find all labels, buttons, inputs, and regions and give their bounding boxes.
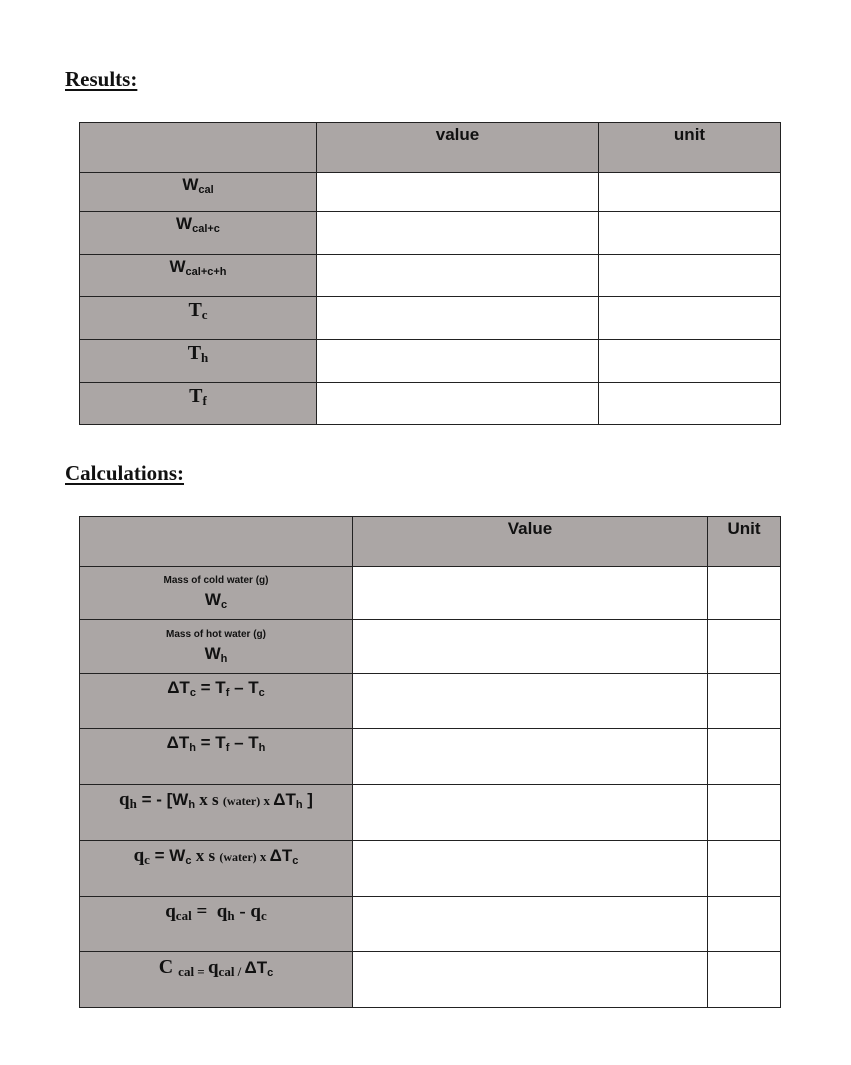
row-label-w-cal-c-h: $W_{cal+c+h}$ [80,255,317,297]
value-cell[interactable] [353,785,708,841]
unit-cell[interactable] [708,674,781,729]
table-row [80,297,781,340]
results-header-row [80,123,781,173]
value-cell[interactable] [353,841,708,897]
unit-cell[interactable] [599,173,781,212]
table-row [80,383,781,425]
table-row [80,173,781,212]
caption-mass-cold-water: Mass of cold water (g) [163,575,269,586]
row-label-delta-th: $\Delta T_h = T_f - T_h$ [80,729,353,785]
value-cell[interactable] [353,674,708,729]
row-label-q-c: qc = $W_c$ x s (water) x $\Delta T_c$ [80,841,353,897]
unit-cell[interactable] [708,785,781,841]
row-label-w-cal: $W_{cal}$ [80,173,317,212]
unit-cell[interactable] [599,340,781,383]
value-cell[interactable] [317,212,599,255]
table-row [80,952,781,1008]
results-header-value: value [317,123,599,173]
unit-cell[interactable] [708,620,781,674]
table-row [80,674,781,729]
value-cell[interactable] [317,255,599,297]
row-label-t-h: Th [80,340,317,383]
unit-cell[interactable] [599,212,781,255]
unit-cell[interactable] [708,841,781,897]
results-header-unit: unit [599,123,781,173]
table-row [80,567,781,620]
caption-mass-hot-water: Mass of hot water (g) [165,628,266,640]
calc-header-unit: Unit [708,517,781,567]
row-label-q-cal: qcal = qh - qc [80,897,353,952]
value-cell[interactable] [317,173,599,212]
table-row [80,620,781,674]
row-label-mass-cold-water: Mass of cold water (g) $W_c$ [80,567,353,620]
unit-cell[interactable] [599,297,781,340]
row-label-t-c: Tc [80,297,317,340]
value-cell[interactable] [317,383,599,425]
table-row [80,729,781,785]
table-row [80,785,781,841]
calc-header-label [80,517,353,567]
calc-header-value: Value [353,517,708,567]
table-row [80,255,781,297]
row-label-w-cal-c: $W_{cal+c}$ [80,212,317,255]
value-cell[interactable] [353,729,708,785]
unit-cell[interactable] [708,567,781,620]
value-cell[interactable] [317,340,599,383]
row-label-mass-hot-water: Mass of hot water (g) $W_h$ [80,620,353,674]
calculations-header-row [80,517,781,567]
value-cell[interactable] [317,297,599,340]
unit-cell[interactable] [599,383,781,425]
results-table [79,122,781,425]
row-label-q-h: qh = - [$W_h$ x s (water) x $\Delta T_h$ ] [80,785,353,841]
value-cell[interactable] [353,567,708,620]
value-cell[interactable] [353,620,708,674]
unit-cell[interactable] [708,897,781,952]
table-row [80,841,781,897]
results-header-label [80,123,317,173]
value-cell[interactable] [353,897,708,952]
row-label-delta-tc: $\Delta T_c = T_f - T_c$ [80,674,353,729]
results-heading: Results: [65,67,138,91]
row-label-c-cal: C cal = qcal / $\Delta T_c$ [80,952,353,1008]
row-label-t-f: Tf [80,383,317,425]
value-cell[interactable] [353,952,708,1008]
table-row [80,212,781,255]
unit-cell[interactable] [708,729,781,785]
table-row [80,897,781,952]
unit-cell[interactable] [708,952,781,1008]
table-row [80,340,781,383]
calculations-heading: Calculations: [65,461,185,485]
calculations-table [79,516,781,1008]
unit-cell[interactable] [599,255,781,297]
